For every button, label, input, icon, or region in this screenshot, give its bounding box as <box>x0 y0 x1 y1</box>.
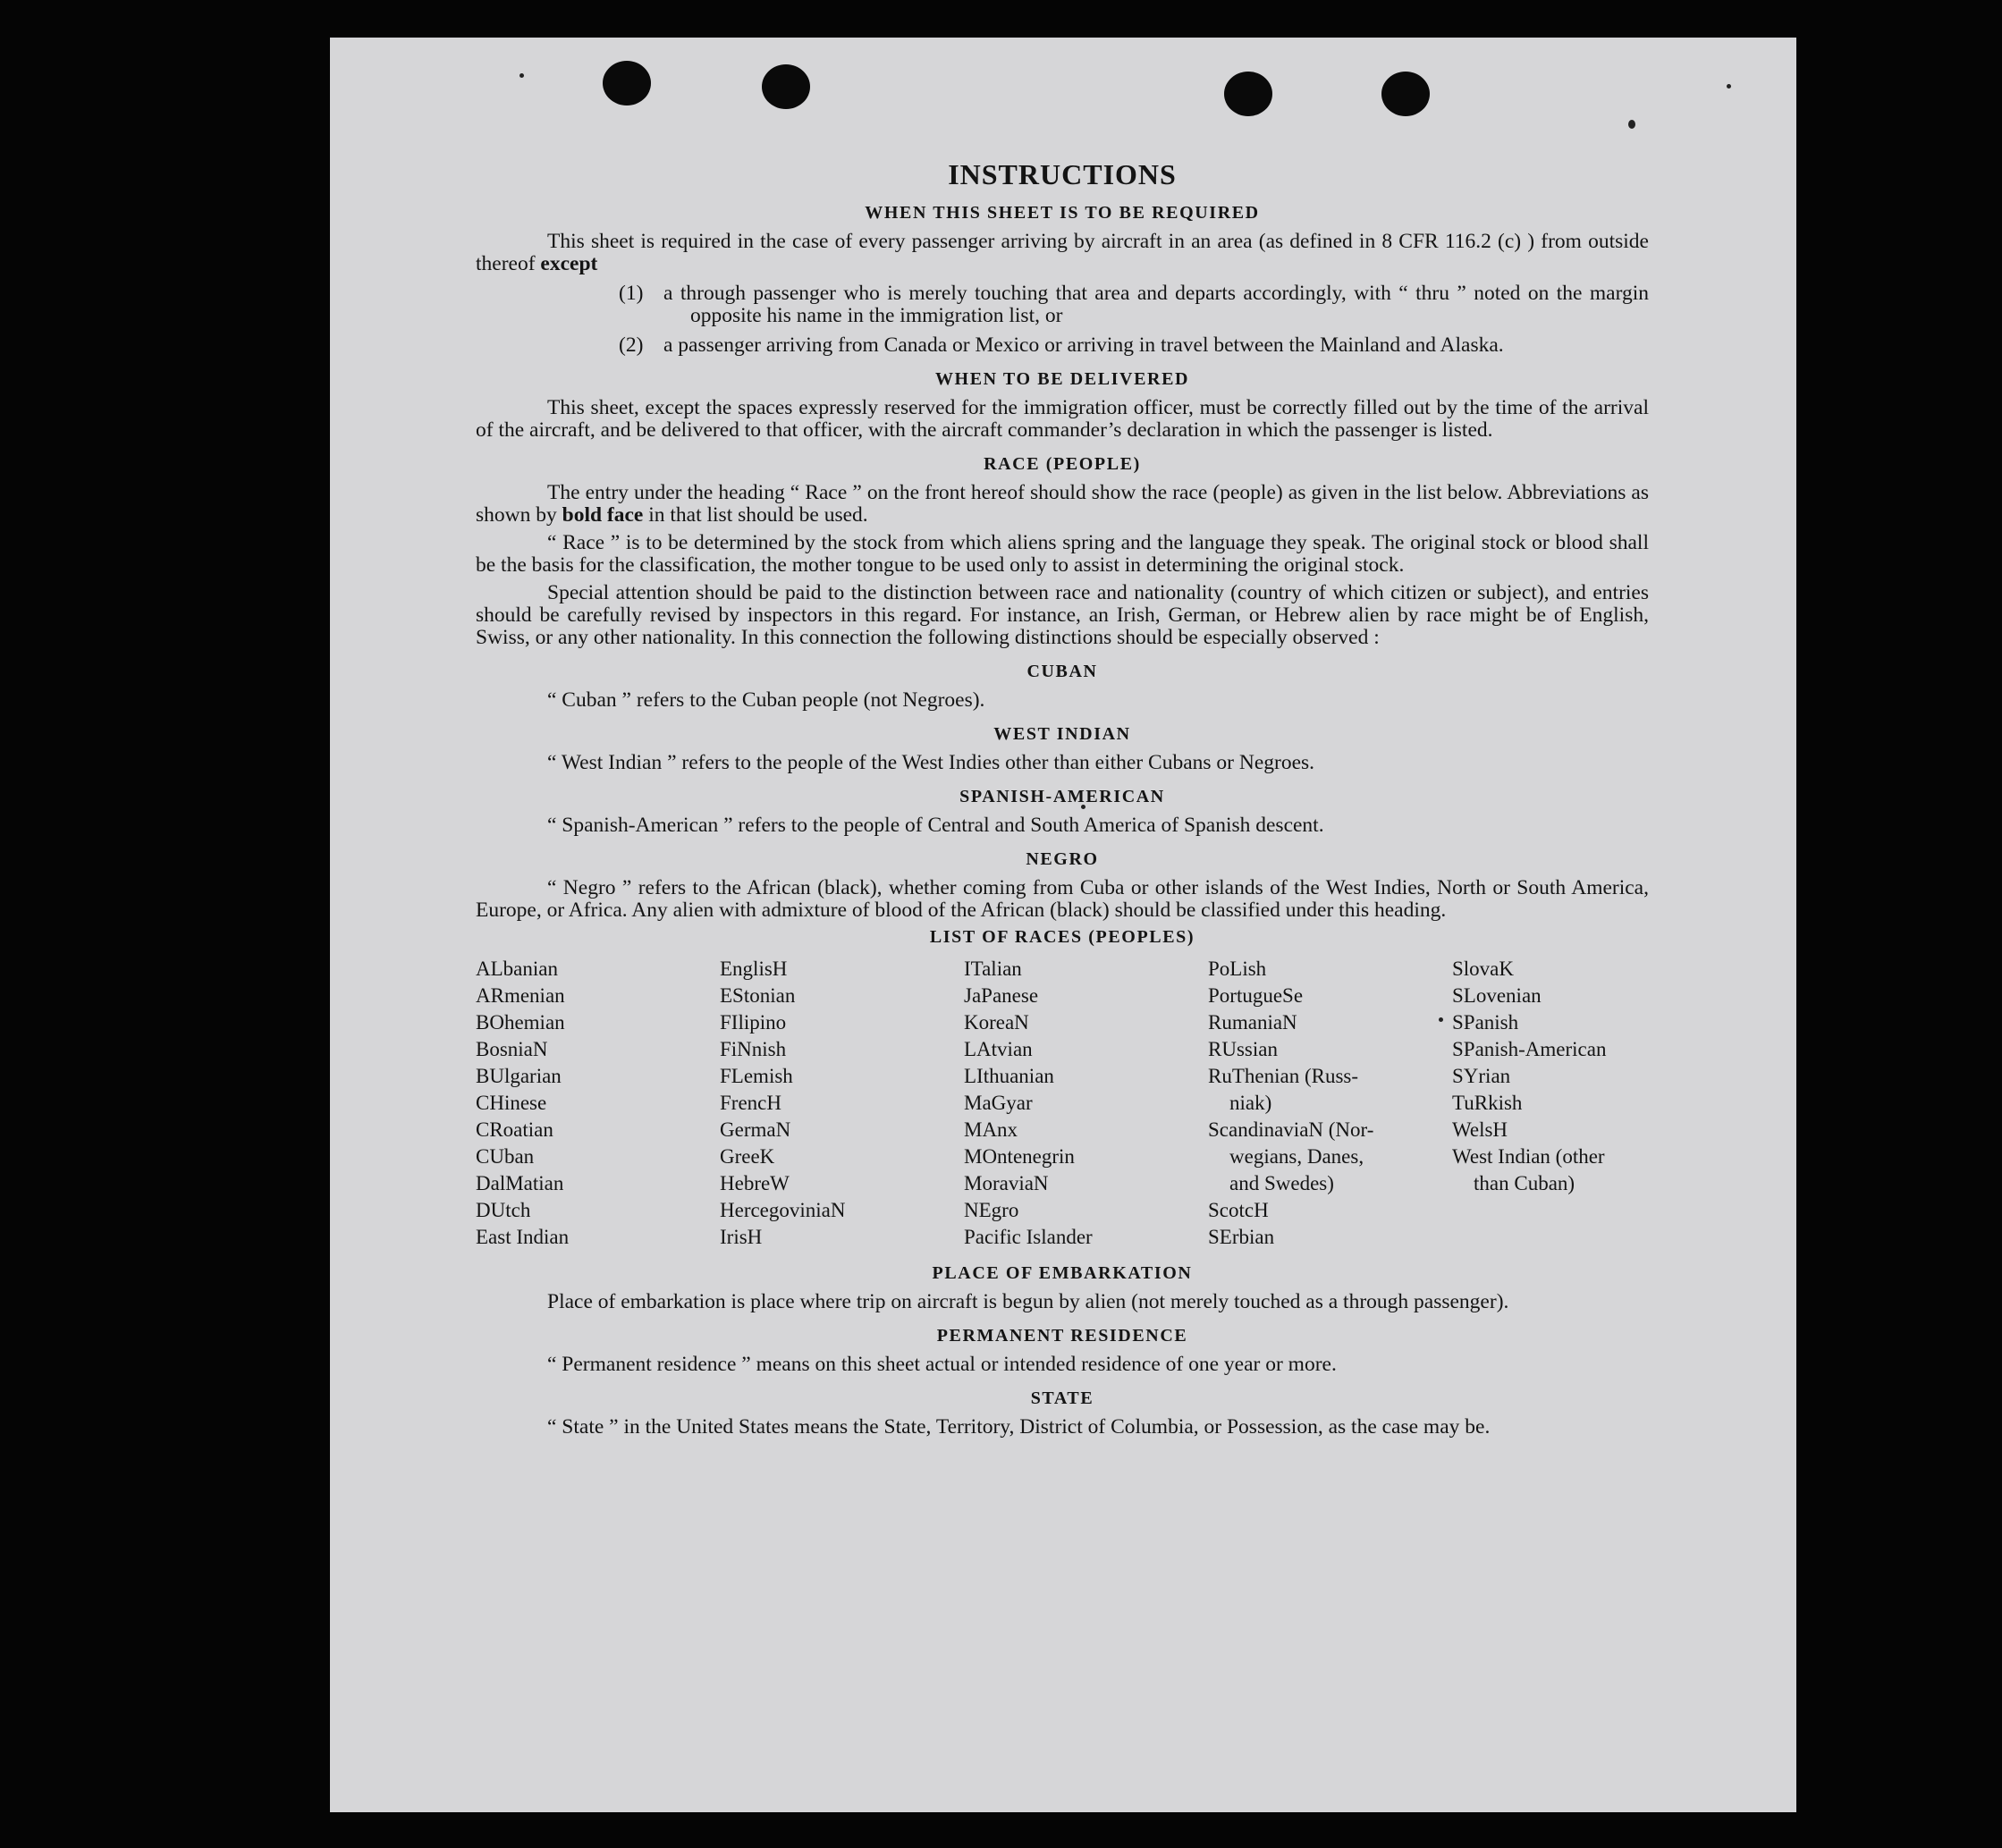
race-p1-start: The entry under the heading “ Race ” on the front hereof should show the race (people) as given in the list below. Abbreviations as shown by <box>476 481 1649 527</box>
race-entry: CRoatian <box>476 1118 553 1141</box>
paragraph-when-required <box>476 231 1649 275</box>
race-entry: MOntenegrin <box>964 1145 1075 1168</box>
race-entry: SYrian <box>1452 1065 1511 1087</box>
races-column <box>1452 956 1649 1251</box>
race-entry: TuRkish <box>1452 1092 1523 1114</box>
race-entry: BosniaN <box>476 1038 548 1060</box>
paragraph-west-indian: “ West Indian ” refers to the people of the West Indies other than either Cubans or Negroes. <box>547 751 1315 774</box>
section-heading-list-of-races: LIST OF RACES (PEOPLES) <box>929 927 1195 947</box>
race-entry: ALbanian <box>476 958 558 980</box>
paragraph-state: “ State ” in the United States means the State, Territory, District of Columbia, or Possession, as the case may be. <box>547 1415 1491 1439</box>
item-number: (2) <box>619 333 644 357</box>
paragraph-embarkation: Place of embarkation is place where trip on aircraft is begun by alien (not merely touched as a through passenger). <box>547 1290 1509 1313</box>
race-entry: WelsH <box>1452 1118 1508 1141</box>
race-entry: SPanish-American <box>1452 1038 1607 1060</box>
paragraph-cuban: “ Cuban ” refers to the Cuban people (not Negroes). <box>547 688 985 712</box>
item-text: a through passenger who is merely touching that area and departs accordingly, with “ thru ” noted on the margin opposite his name in the immigration list, or <box>663 282 1649 327</box>
section-heading-spanish-american: SPANISH-AMERICAN <box>959 787 1165 806</box>
race-p1-end: in that list should be used. <box>648 503 868 527</box>
race-entry: ARmenian <box>476 984 565 1007</box>
punch-hole <box>603 61 651 105</box>
races-column <box>964 956 1208 1251</box>
section-heading-embarkation: PLACE OF EMBARKATION <box>932 1263 1193 1283</box>
race-entry-continuation: wegians, Danes, <box>1229 1145 1364 1168</box>
race-entry: SLovenian <box>1452 984 1542 1007</box>
paragraph-race-3: Special attention should be paid to the distinction between race and nationality (country of which citizen or subject), and entries should be carefully revised by inspectors in this regard. For instance, an Irish, German, or Hebrew alien by race might be of English, Swiss, or any other nationality. In this connection the following distinctions should be especially observed : <box>476 581 1649 649</box>
race-entry: KoreaN <box>964 1011 1029 1034</box>
punch-hole <box>1381 72 1430 116</box>
race-p1-bold: bold face <box>562 503 644 527</box>
race-entry: Pacific Islander <box>964 1226 1093 1248</box>
race-entry-continuation: than Cuban) <box>1474 1172 1575 1194</box>
race-entry: SlovaK <box>1452 958 1514 980</box>
race-entry: CHinese <box>476 1092 547 1114</box>
page-title: INSTRUCTIONS <box>948 158 1177 190</box>
race-entry: MaGyar <box>964 1092 1033 1114</box>
section-heading-when-delivered: WHEN TO BE DELIVERED <box>934 369 1190 389</box>
races-column <box>1208 956 1452 1251</box>
race-entry: SPanish <box>1452 1011 1519 1034</box>
races-list <box>476 956 1649 1251</box>
race-entry: BOhemian <box>476 1011 565 1034</box>
race-entry: EnglisH <box>720 958 788 980</box>
exception-item-2 <box>619 334 1649 357</box>
races-column <box>720 956 964 1251</box>
speck <box>1628 120 1635 129</box>
races-column <box>476 956 720 1251</box>
section-heading-when-required: WHEN THIS SHEET IS TO BE REQUIRED <box>865 203 1260 223</box>
when-required-text: This sheet is required in the case of every passenger arriving by aircraft in an area (as defined in 8 CFR 116.2 (c) ) from outside thereof <box>476 230 1649 275</box>
race-entry: RuThenian (Russ- <box>1208 1065 1359 1087</box>
race-entry: EStonian <box>720 984 796 1007</box>
race-entry: MAnx <box>964 1118 1018 1141</box>
race-entry: FIlipino <box>720 1011 787 1034</box>
paragraph-when-delivered: This sheet, except the spaces expressly reserved for the immigration officer, must be correctly filled out by the time of the arrival of the aircraft, and be delivered to that officer, with the aircraft commander’s declaration in which the passenger is listed. <box>476 396 1649 442</box>
item-text: a passenger arriving from Canada or Mexico or arriving in travel between the Mainland and Alaska. <box>663 333 1504 357</box>
paragraph-negro: “ Negro ” refers to the African (black), whether coming from Cuba or other islands of the West Indies, North or South America, Europe, or Africa. Any alien with admixture of blood of the African (black) should be classified under this heading. <box>476 876 1649 922</box>
race-entry: DUtch <box>476 1199 531 1221</box>
race-entry: NEgro <box>964 1199 1019 1221</box>
race-entry: FLemish <box>720 1065 793 1087</box>
race-entry-continuation: and Swedes) <box>1229 1172 1334 1194</box>
race-entry: PortugueSe <box>1208 984 1304 1007</box>
race-entry: GreeK <box>720 1145 775 1168</box>
paragraph-permanent-residence: “ Permanent residence ” means on this sheet actual or intended residence of one year or more. <box>547 1353 1337 1376</box>
race-entry: HercegoviniaN <box>720 1199 846 1221</box>
race-entry: GermaN <box>720 1118 791 1141</box>
race-entry-continuation: niak) <box>1229 1092 1272 1114</box>
race-entry: SErbian <box>1208 1226 1275 1248</box>
paragraph-race-2: “ Race ” is to be determined by the stock from which aliens spring and the language they speak. The original stock or blood shall be the basis for the classification, the mother tongue to be used only to assist in determining the original stock. <box>476 531 1649 577</box>
instructions-content <box>476 158 1649 1439</box>
document-sheet <box>330 38 1796 1812</box>
speck <box>520 73 524 78</box>
race-entry: LAtvian <box>964 1038 1033 1060</box>
punch-hole <box>762 64 810 109</box>
when-required-except: except <box>540 252 598 275</box>
race-entry: IrisH <box>720 1226 763 1248</box>
exception-item-1 <box>619 283 1649 327</box>
race-entry: West Indian (other <box>1452 1145 1605 1168</box>
race-entry: BUlgarian <box>476 1065 562 1087</box>
race-entry: JaPanese <box>964 984 1039 1007</box>
punch-hole <box>1224 72 1272 116</box>
race-entry: HebreW <box>720 1172 790 1194</box>
race-entry: RUssian <box>1208 1038 1278 1060</box>
speck <box>1727 84 1731 89</box>
race-entry: PoLish <box>1208 958 1267 980</box>
race-entry: FrencH <box>720 1092 781 1114</box>
race-entry: RumaniaN <box>1208 1011 1297 1034</box>
section-heading-race: RACE (PEOPLE) <box>984 454 1141 474</box>
item-number: (1) <box>619 282 644 305</box>
paragraph-race-1 <box>476 482 1649 527</box>
section-heading-west-indian: WEST INDIAN <box>993 724 1131 744</box>
race-entry: FiNnish <box>720 1038 787 1060</box>
section-heading-cuban: CUBAN <box>1026 662 1098 681</box>
paragraph-spanish-american: “ Spanish-American ” refers to the people of Central and South America of Spanish descent. <box>547 814 1324 837</box>
race-entry: East Indian <box>476 1226 570 1248</box>
race-entry: MoraviaN <box>964 1172 1049 1194</box>
race-entry: ScotcH <box>1208 1199 1269 1221</box>
race-entry: LIthuanian <box>964 1065 1054 1087</box>
section-heading-permanent-residence: PERMANENT RESIDENCE <box>936 1326 1188 1346</box>
race-entry: ScandinaviaN (Nor- <box>1208 1118 1374 1141</box>
race-entry: DalMatian <box>476 1172 564 1194</box>
section-heading-state: STATE <box>1030 1388 1094 1408</box>
section-heading-negro: NEGRO <box>1026 849 1099 869</box>
race-entry: ITalian <box>964 958 1022 980</box>
race-entry: CUban <box>476 1145 535 1168</box>
